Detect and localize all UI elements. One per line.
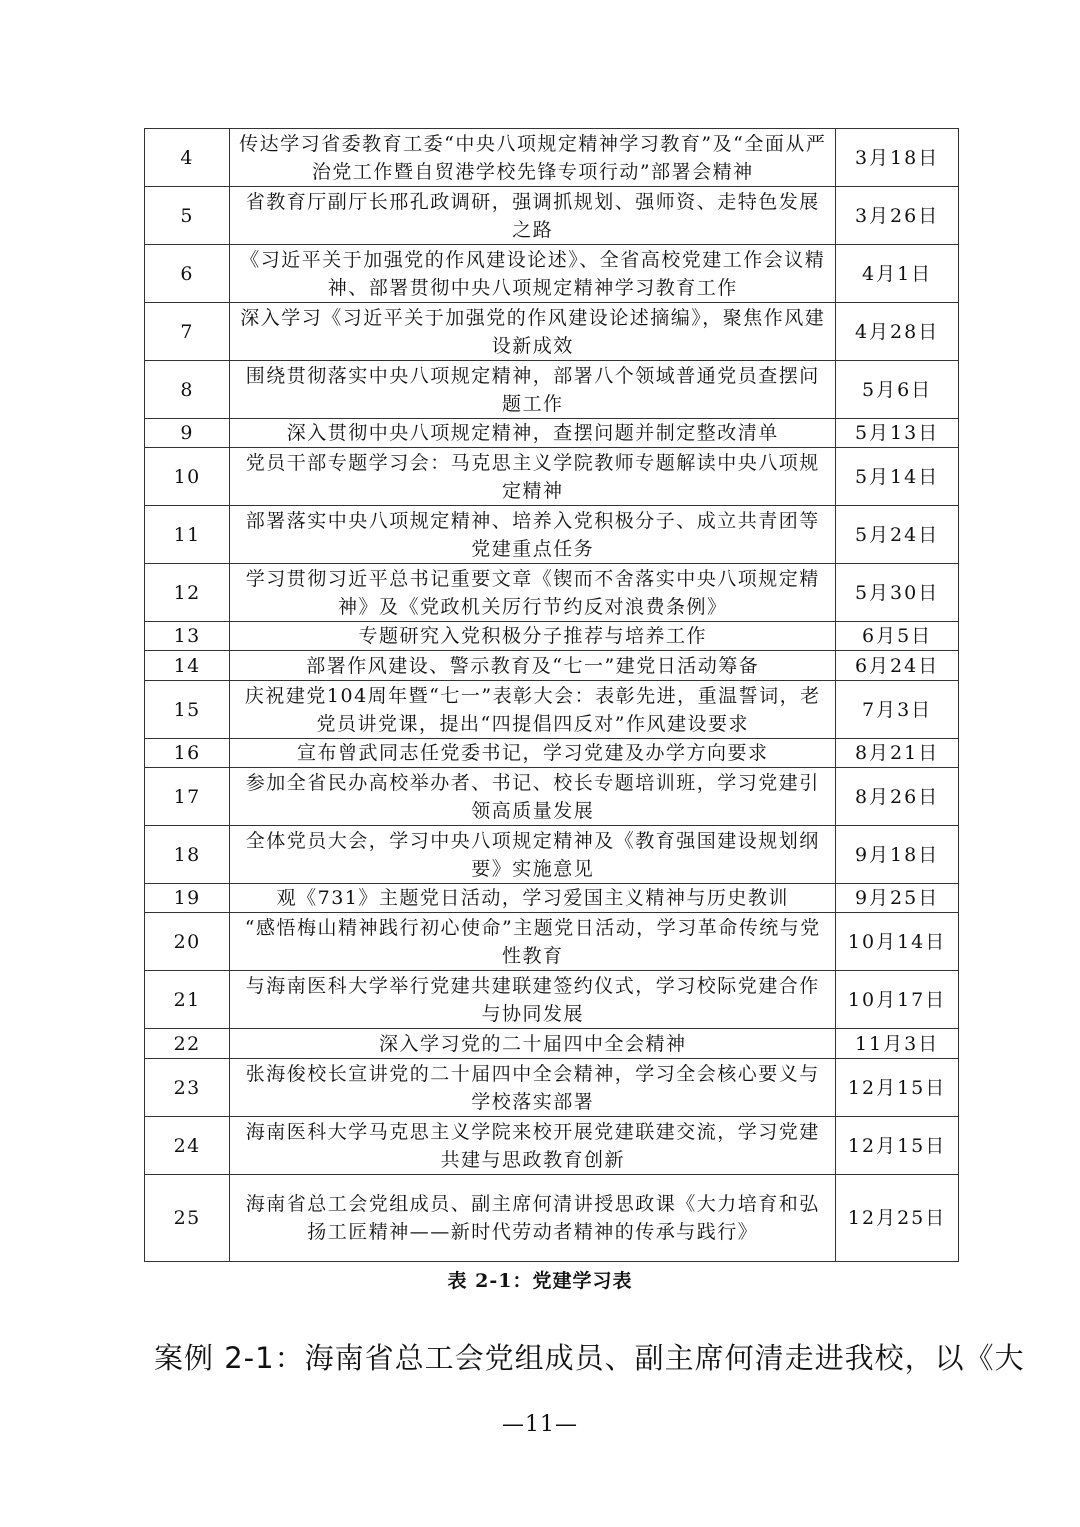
table-row — [145, 622, 959, 651]
row-description: 围绕贯彻落实中央八项规定精神，部署八个领域普通党员查摆问题工作 — [230, 361, 836, 419]
row-date: 10月14日 — [836, 913, 959, 971]
row-date: 5月24日 — [836, 506, 959, 564]
row-description: 党员干部专题学习会：马克思主义学院教师专题解读中央八项规定精神 — [230, 448, 836, 506]
row-description: 深入贯彻中央八项规定精神，查摆问题并制定整改清单 — [230, 419, 836, 448]
table-row — [145, 826, 959, 884]
row-number: 18 — [145, 826, 230, 884]
row-description: 传达学习省委教育工委“中央八项规定精神学习教育”及“全面从严治党工作暨自贸港学校先锋专项行动”部署会精神 — [230, 129, 836, 187]
row-date: 4月1日 — [836, 245, 959, 303]
row-description: 海南省总工会党组成员、副主席何清讲授思政课《大力培育和弘扬工匠精神——新时代劳动者精神的传承与践行》 — [230, 1175, 836, 1262]
table-row — [145, 564, 959, 622]
row-number: 5 — [145, 187, 230, 245]
table-row — [145, 303, 959, 361]
row-description: 部署落实中央八项规定精神、培养入党积极分子、成立共青团等党建重点任务 — [230, 506, 836, 564]
table-row — [145, 361, 959, 419]
row-description: 海南医科大学马克思主义学院来校开展党建联建交流，学习党建共建与思政教育创新 — [230, 1117, 836, 1175]
row-number: 16 — [145, 739, 230, 768]
row-number: 15 — [145, 681, 230, 739]
row-description: 庆祝建党104周年暨“七一”表彰大会：表彰先进，重温誓词，老党员讲党课，提出“四提倡四反对”作风建设要求 — [230, 681, 836, 739]
row-number: 12 — [145, 564, 230, 622]
table-row — [145, 448, 959, 506]
row-description: 宣布曾武同志任党委书记，学习党建及办学方向要求 — [230, 739, 836, 768]
table-row — [145, 739, 959, 768]
row-date: 9月18日 — [836, 826, 959, 884]
case-heading: 案例 2-1：海南省总工会党组成员、副主席何清走进我校，以《大 — [154, 1341, 1025, 1375]
row-number: 4 — [145, 129, 230, 187]
table-row — [145, 884, 959, 913]
table-row — [145, 1175, 959, 1262]
row-number: 20 — [145, 913, 230, 971]
row-number: 23 — [145, 1059, 230, 1117]
row-date: 11月3日 — [836, 1029, 959, 1059]
row-description: 参加全省民办高校举办者、书记、校长专题培训班，学习党建引领高质量发展 — [230, 768, 836, 826]
row-date: 4月28日 — [836, 303, 959, 361]
row-number: 7 — [145, 303, 230, 361]
row-description: 与海南医科大学举行党建共建联建签约仪式，学习校际党建合作与协同发展 — [230, 971, 836, 1029]
row-number: 11 — [145, 506, 230, 564]
party-study-table — [144, 128, 959, 1262]
row-number: 10 — [145, 448, 230, 506]
row-description: 部署作风建设、警示教育及“七一”建党日活动筹备 — [230, 651, 836, 681]
row-date: 12月15日 — [836, 1117, 959, 1175]
row-date: 5月13日 — [836, 419, 959, 448]
row-date: 8月26日 — [836, 768, 959, 826]
row-description: 深入学习《习近平关于加强党的作风建设论述摘编》，聚焦作风建设新成效 — [230, 303, 836, 361]
row-number: 25 — [145, 1175, 230, 1262]
row-description: “感悟梅山精神践行初心使命”主题党日活动，学习革命传统与党性教育 — [230, 913, 836, 971]
row-description: 省教育厅副厅长邢孔政调研，强调抓规划、强师资、走特色发展之路 — [230, 187, 836, 245]
table-row — [145, 1117, 959, 1175]
row-description: 张海俊校长宣讲党的二十届四中全会精神，学习全会核心要义与学校落实部署 — [230, 1059, 836, 1117]
row-number: 8 — [145, 361, 230, 419]
row-description: 全体党员大会，学习中央八项规定精神及《教育强国建设规划纲要》实施意见 — [230, 826, 836, 884]
page-number: —11— — [502, 1412, 578, 1437]
table-row — [145, 913, 959, 971]
row-description: 《习近平关于加强党的作风建设论述》、全省高校党建工作会议精神、部署贯彻中央八项规定精神学习教育工作 — [230, 245, 836, 303]
row-date: 9月25日 — [836, 884, 959, 913]
table-row — [145, 245, 959, 303]
row-number: 6 — [145, 245, 230, 303]
row-number: 22 — [145, 1029, 230, 1059]
row-number: 13 — [145, 622, 230, 651]
row-date: 7月3日 — [836, 681, 959, 739]
table-row — [145, 768, 959, 826]
table-row — [145, 971, 959, 1029]
row-date: 8月21日 — [836, 739, 959, 768]
row-date: 5月30日 — [836, 564, 959, 622]
table-row — [145, 651, 959, 681]
table-row — [145, 419, 959, 448]
row-number: 9 — [145, 419, 230, 448]
row-date: 6月5日 — [836, 622, 959, 651]
row-description: 专题研究入党积极分子推荐与培养工作 — [230, 622, 836, 651]
row-date: 6月24日 — [836, 651, 959, 681]
row-date: 5月6日 — [836, 361, 959, 419]
row-date: 3月18日 — [836, 129, 959, 187]
row-number: 19 — [145, 884, 230, 913]
table-body — [145, 129, 959, 1262]
row-number: 24 — [145, 1117, 230, 1175]
table-row — [145, 1059, 959, 1117]
table-row — [145, 506, 959, 564]
row-date: 5月14日 — [836, 448, 959, 506]
table-row — [145, 1029, 959, 1059]
row-number: 17 — [145, 768, 230, 826]
row-description: 观《731》主题党日活动，学习爱国主义精神与历史教训 — [230, 884, 836, 913]
row-number: 14 — [145, 651, 230, 681]
row-number: 21 — [145, 971, 230, 1029]
row-description: 深入学习党的二十届四中全会精神 — [230, 1029, 836, 1059]
row-description: 学习贯彻习近平总书记重要文章《锲而不舍落实中央八项规定精神》及《党政机关厉行节约反对浪费条例》 — [230, 564, 836, 622]
row-date: 3月26日 — [836, 187, 959, 245]
table-row — [145, 129, 959, 187]
table-caption: 表 2-1：党建学习表 — [447, 1270, 633, 1292]
table-row — [145, 681, 959, 739]
table-row — [145, 187, 959, 245]
row-date: 12月25日 — [836, 1175, 959, 1262]
row-date: 12月15日 — [836, 1059, 959, 1117]
row-date: 10月17日 — [836, 971, 959, 1029]
